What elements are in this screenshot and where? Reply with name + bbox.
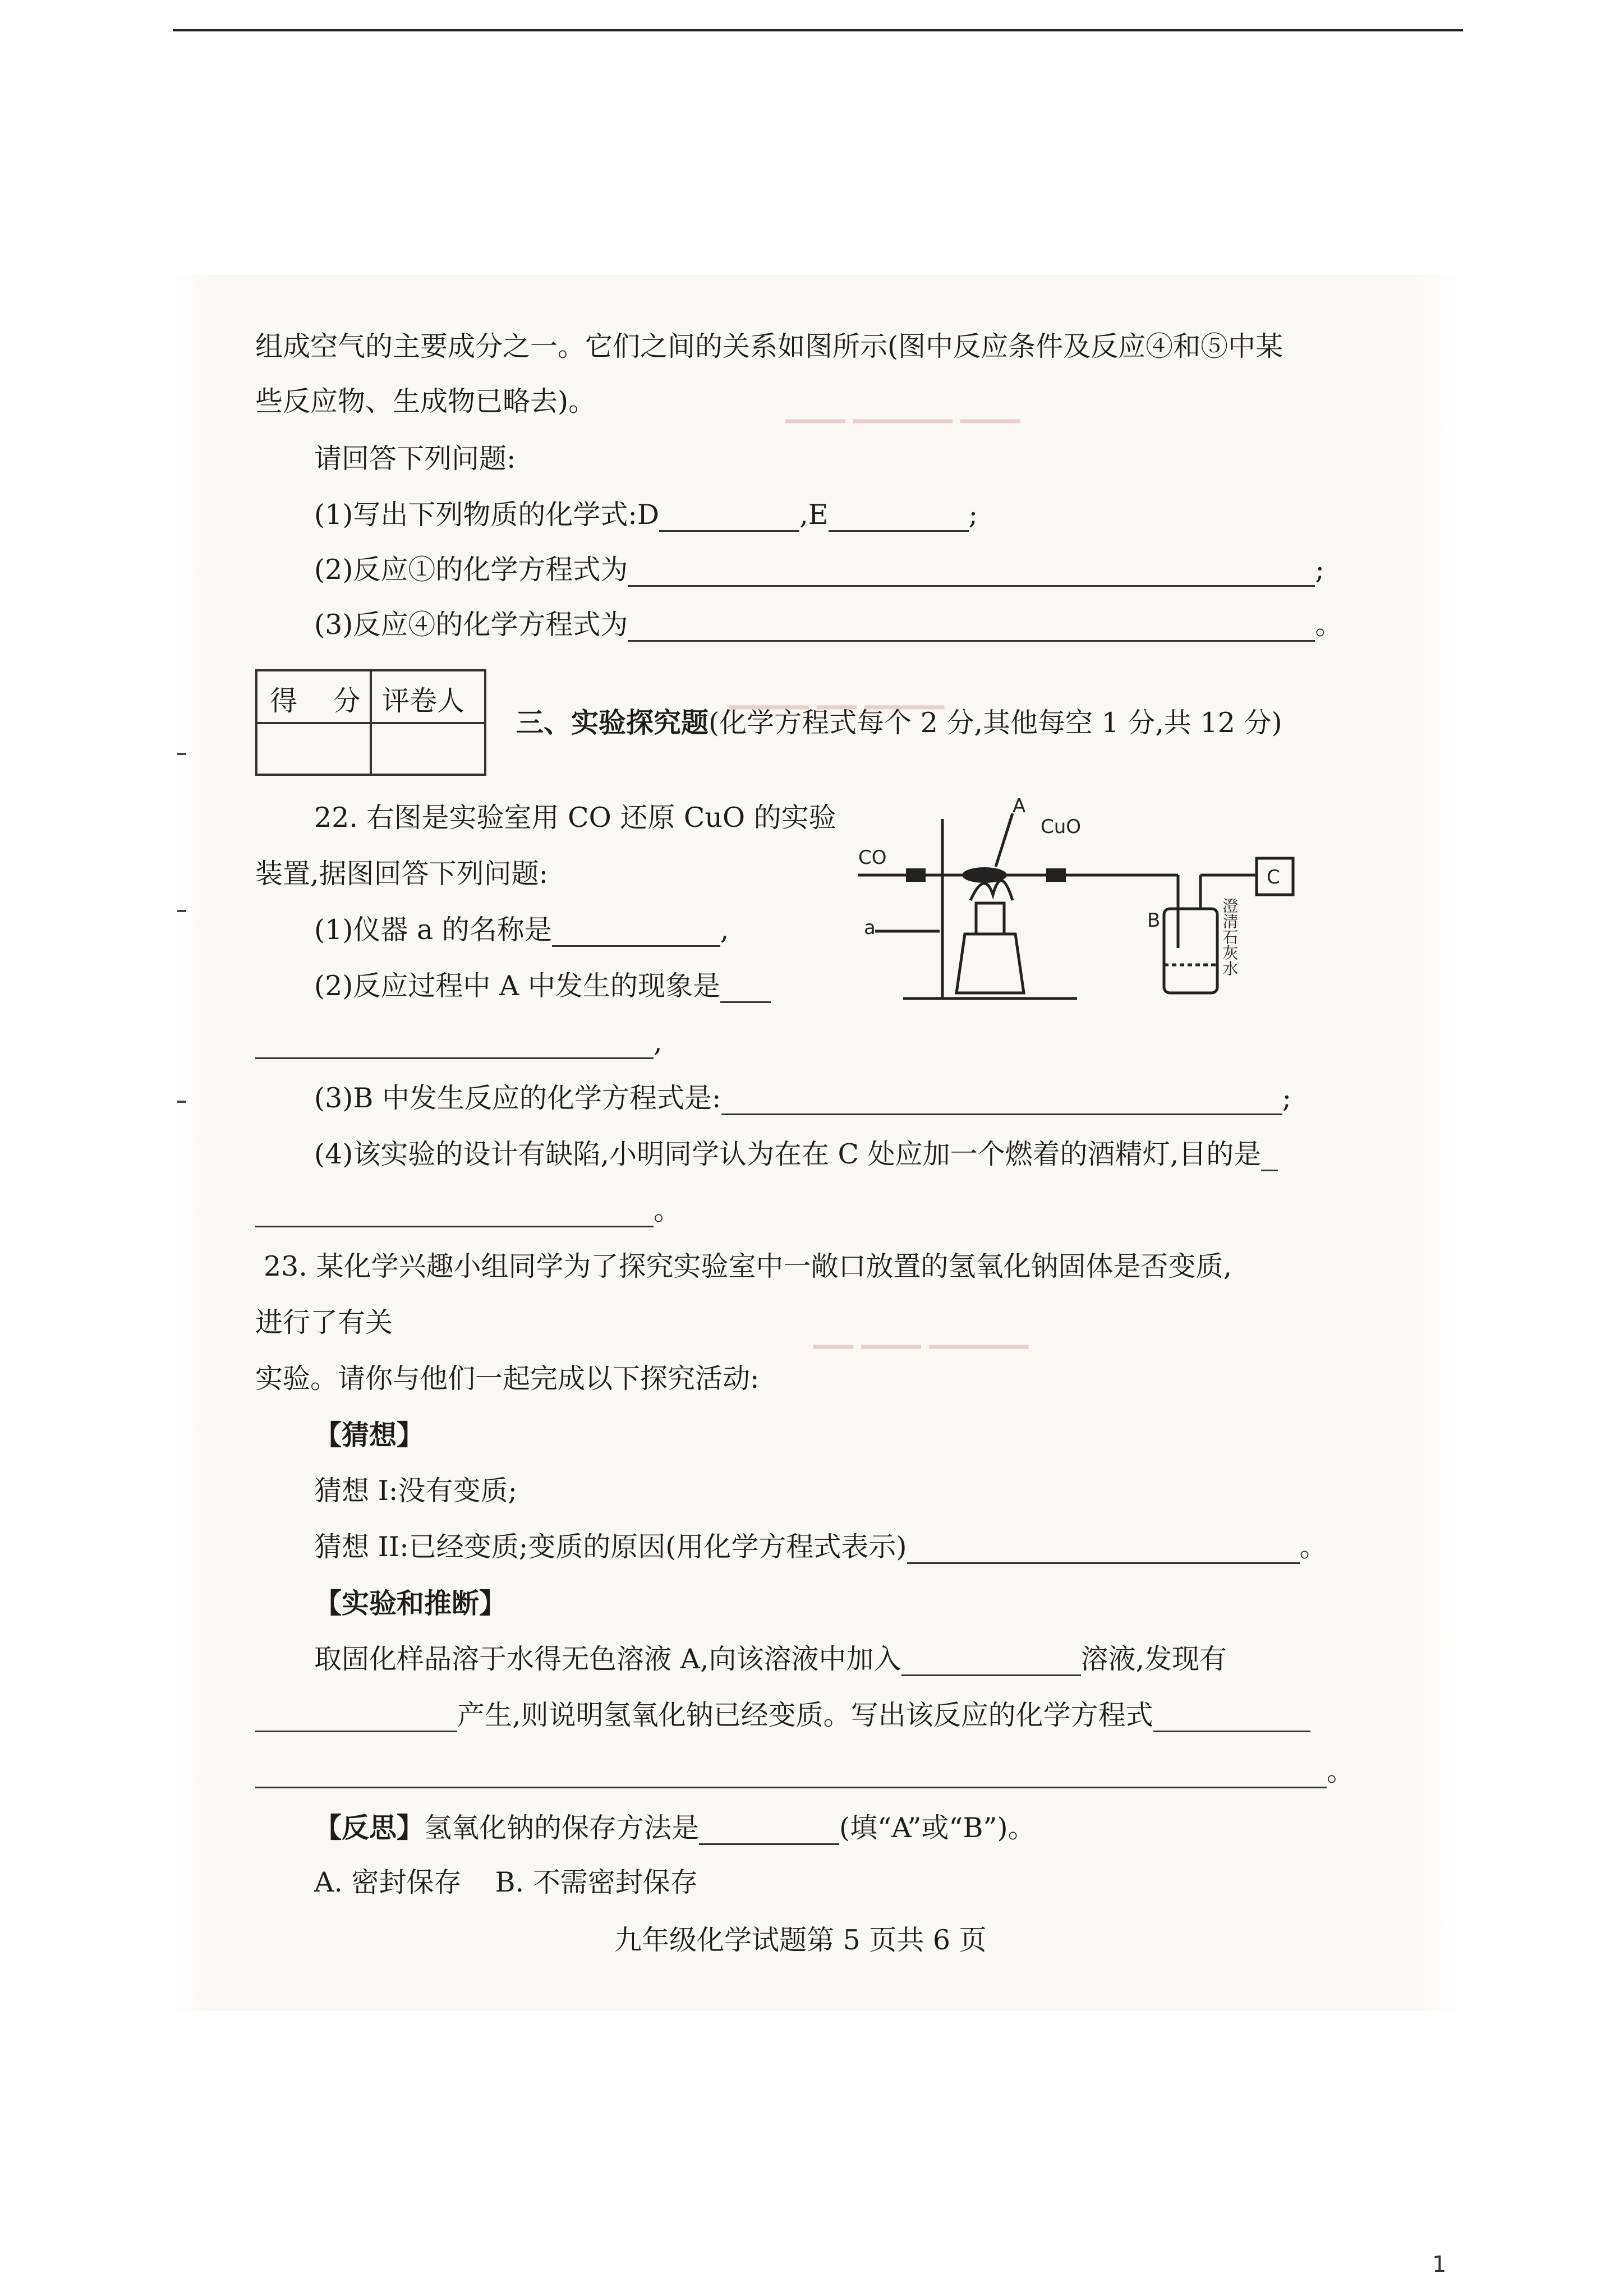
bleed-through-texture: ▁▁▁▁ ▁▁ ▁▁▁▁ xyxy=(729,679,945,709)
experiment-line-3 xyxy=(255,1755,1354,1788)
label-a-upper-pointer xyxy=(996,813,1013,867)
stopper-left xyxy=(906,868,926,882)
q21-part3-label: (3)反应④的化学方程式为 xyxy=(314,609,628,641)
q22-part2-continued xyxy=(255,1025,663,1059)
label-cuo: CuO xyxy=(1041,816,1082,838)
header-rule xyxy=(173,29,1463,31)
answer-blank-phenomenon-a-cont[interactable] xyxy=(255,1030,654,1059)
q22-part2 xyxy=(314,969,771,1003)
section3-heading xyxy=(516,706,1282,740)
q23-intro-2: 进行了有关 xyxy=(255,1306,393,1338)
burner-flame xyxy=(970,881,1013,900)
q22-part3-end: ; xyxy=(1282,1082,1292,1114)
margin-tick xyxy=(177,910,186,912)
page-footer: 九年级化学试题第 5 页共 6 页 xyxy=(614,1924,987,1956)
reflection-text: 氢氧化钠的保存方法是 xyxy=(424,1812,700,1844)
page-number: 1 xyxy=(1432,2252,1447,2277)
q22-part1-end: , xyxy=(720,914,729,946)
answer-prompt: 请回答下列问题: xyxy=(314,443,516,475)
guess-1: 猜想 I:没有变质; xyxy=(314,1475,517,1507)
guess-2-label: 猜想 II:已经变质;变质的原因(用化学方程式表示) xyxy=(314,1531,907,1563)
label-a-lower: a xyxy=(864,917,876,939)
margin-tick xyxy=(177,1101,186,1103)
q22-part1 xyxy=(314,913,729,947)
option-a[interactable]: A. 密封保存 xyxy=(314,1866,462,1898)
intro-line-1: 组成空气的主要成分之一。它们之间的关系如图所示(图中反应条件及反应④和⑤中某 xyxy=(255,330,1283,362)
label-a-upper: A xyxy=(1013,797,1026,817)
q21-part1-sep: ,E xyxy=(799,499,829,531)
answer-blank-reaction-equation-cont[interactable] xyxy=(255,1760,1327,1788)
q21-part3-end: 。 xyxy=(1315,609,1343,641)
option-b[interactable]: B. 不需密封保存 xyxy=(495,1866,698,1898)
reflection-hint: (填“A”或“B”)。 xyxy=(839,1812,1036,1844)
q22-part2-label: (2)反应过程中 A 中发生的现象是 xyxy=(314,970,720,1002)
answer-blank-reaction-equation[interactable] xyxy=(1153,1704,1310,1732)
q21-part1-label: (1)写出下列物质的化学式:D xyxy=(314,499,660,531)
label-limewater: 澄清石灰水 xyxy=(1220,898,1239,976)
answer-blank-purpose[interactable] xyxy=(255,1199,654,1227)
q22-intro-1: 22. 右图是实验室用 CO 还原 CuO 的实验 xyxy=(314,802,836,834)
experiment-heading: 【实验和推断】 xyxy=(314,1587,507,1619)
q22-part4 xyxy=(314,1138,1278,1171)
cuo-powder xyxy=(962,867,1007,883)
q21-part2-end: ; xyxy=(1315,554,1324,586)
answer-blank-cause-equation[interactable] xyxy=(907,1535,1300,1564)
answer-blank-equation-b[interactable] xyxy=(721,1087,1282,1115)
q22-intro-2: 装置,据图回答下列问题: xyxy=(255,858,549,890)
reflection-options xyxy=(314,1866,698,1899)
section3-title: 三、实验探究题 xyxy=(516,706,709,739)
burner-cap xyxy=(976,903,1004,934)
q21-part1-end: ; xyxy=(968,499,978,531)
answer-blank-reaction4[interactable] xyxy=(628,613,1315,642)
q23-intro-3: 实验。请你与他们一起完成以下探究活动: xyxy=(255,1363,760,1395)
answer-blank-d[interactable] xyxy=(659,503,799,532)
experiment-line-1b: 溶液,发现有 xyxy=(1080,1643,1227,1675)
limewater-flask xyxy=(1164,909,1217,993)
q22-part2-end: , xyxy=(654,1026,663,1058)
experiment-line-1a: 取固化样品溶于水得无色溶液 A,向该溶液中加入 xyxy=(314,1643,901,1675)
answer-blank-phenomenon-a[interactable] xyxy=(720,974,771,1003)
q21-part2-label: (2)反应①的化学方程式为 xyxy=(314,554,628,586)
reflection-line xyxy=(314,1811,1036,1845)
margin-tick xyxy=(177,753,186,755)
answer-blank-reaction1[interactable] xyxy=(628,558,1315,587)
label-co: CO xyxy=(858,846,887,869)
label-c: C xyxy=(1267,866,1280,889)
answer-blank-purpose-start[interactable] xyxy=(1261,1143,1278,1171)
answer-blank-storage[interactable] xyxy=(699,1816,839,1845)
q21-part3 xyxy=(314,608,1342,642)
score-label: 得 分 xyxy=(270,685,374,717)
bleed-through-texture: ▁▁▁ ▁▁▁▁▁ ▁▁▁ xyxy=(785,393,1020,423)
q23-intro-1: 23. 某化学兴趣小组同学为了探究实验室中一敞口放置的氢氧化钠固体是否变质, xyxy=(264,1250,1232,1282)
answer-blank-reagent[interactable] xyxy=(901,1648,1081,1676)
alcohol-lamp xyxy=(956,934,1024,993)
experiment-line-2 xyxy=(255,1699,1310,1732)
experiment-line-2a: 产生,则说明氢氧化钠已经变质。写出该反应的化学方程式 xyxy=(457,1699,1153,1731)
label-b: B xyxy=(1147,909,1161,932)
experiment-line-3-end: 。 xyxy=(1327,1755,1355,1787)
guess-heading: 【猜想】 xyxy=(314,1419,425,1451)
q22-part3-label: (3)B 中发生反应的化学方程式是: xyxy=(314,1082,721,1114)
q22-part3 xyxy=(314,1082,1291,1115)
section3-note: (化学方程式每个 2 分,其他每空 1 分,共 12 分) xyxy=(709,707,1282,739)
scan-edge-left xyxy=(174,275,213,2011)
q22-part1-label: (1)仪器 a 的名称是 xyxy=(314,914,552,946)
co-reduction-apparatus-diagram xyxy=(853,797,1301,1032)
scan-edge-right xyxy=(1414,275,1459,2011)
q22-part4-end: 。 xyxy=(654,1194,682,1226)
q21-part1 xyxy=(314,498,978,532)
score-table xyxy=(255,669,486,776)
experiment-line-1 xyxy=(314,1642,1227,1676)
q21-part2 xyxy=(314,553,1324,587)
answer-blank-instrument-a[interactable] xyxy=(552,918,720,947)
grader-label: 评卷人 xyxy=(382,685,465,717)
q22-part4-label: (4)该实验的设计有缺陷,小明同学认为在在 C 处应加一个燃着的酒精灯,目的是 xyxy=(314,1138,1262,1170)
guess-2-end: 。 xyxy=(1299,1531,1327,1563)
bleed-through-texture: ▁▁▁▁▁ ▁▁▁ ▁▁ xyxy=(813,1318,1029,1349)
stopper-right xyxy=(1046,868,1066,882)
q22-part4-continued xyxy=(255,1194,681,1227)
intro-line-2: 些反应物、生成物已略去)。 xyxy=(255,385,596,417)
guess-2 xyxy=(314,1530,1327,1564)
answer-blank-e[interactable] xyxy=(829,503,969,532)
answer-blank-observation[interactable] xyxy=(255,1704,457,1732)
reflection-heading: 【反思】 xyxy=(314,1811,425,1844)
